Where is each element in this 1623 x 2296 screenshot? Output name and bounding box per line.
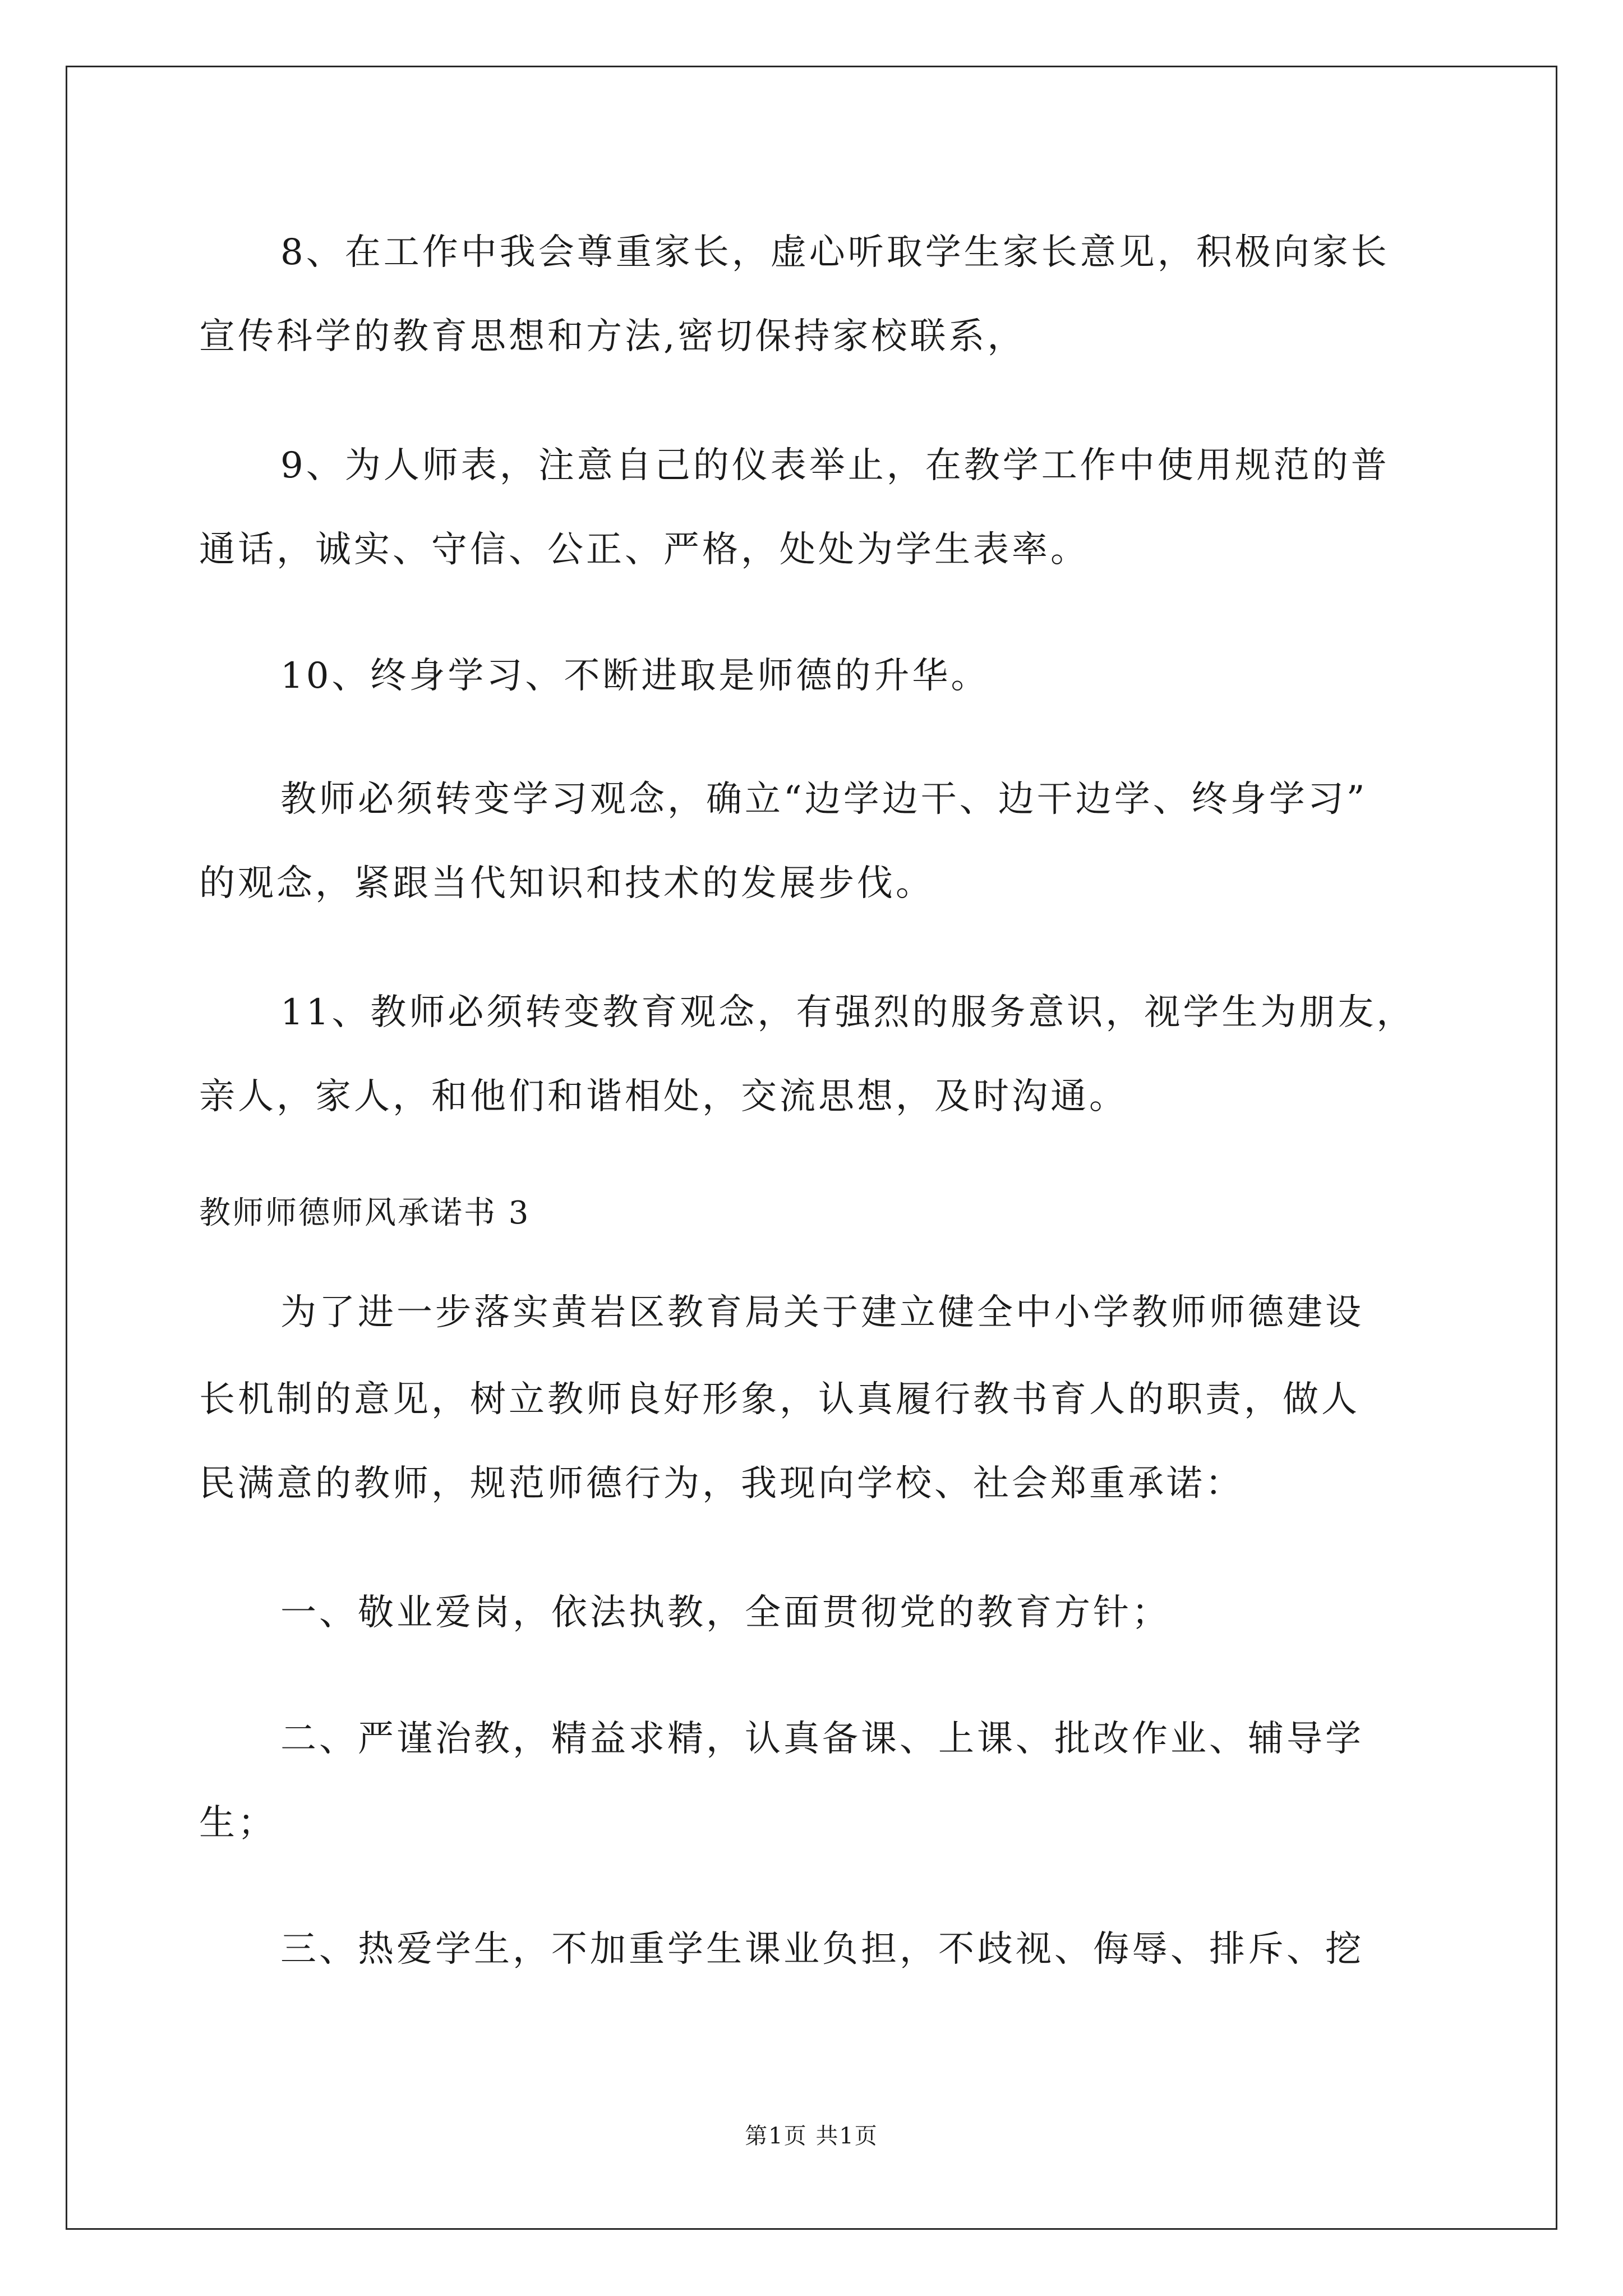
paragraph-line: 民满意的教师，规范师德行为，我现向学校、社会郑重承诺： — [199, 1463, 1244, 1504]
paragraph-line: 教师必须转变学习观念，确立“边学边干、边干边学、终身学习” — [280, 779, 1368, 820]
paragraph-line: 10、终身学习、不断进取是师德的升华。 — [280, 655, 990, 697]
page-footer: 第1页 共1页 — [745, 2123, 878, 2149]
paragraph-line: 8、在工作中我会尊重家长，虚心听取学生家长意见，积极向家长 — [280, 232, 1390, 273]
paragraph-line: 二、严谨治教，精益求精，认真备课、上课、批改作业、辅导学 — [280, 1718, 1364, 1760]
paragraph-line: 11、教师必须转变教育观念，有强烈的服务意识，视学生为朋友， — [280, 992, 1415, 1033]
paragraph-line: 长机制的意见，树立教师良好形象，认真履行教书育人的职责，做人 — [199, 1379, 1360, 1420]
paragraph-line: 9、为人师表，注意自己的仪表举止，在教学工作中使用规范的普 — [280, 445, 1390, 486]
paragraph-line: 三、热爱学生，不加重学生课业负担，不歧视、侮辱、排斥、挖 — [280, 1929, 1364, 1970]
paragraph-line: 亲人，家人，和他们和谐相处，交流思想，及时沟通。 — [199, 1076, 1128, 1117]
paragraph-line: 通话，诚实、守信、公正、严格，处处为学生表率。 — [199, 529, 1089, 570]
paragraph-line: 宣传科学的教育思想和方法,密切保持家校联系， — [199, 316, 1026, 357]
paragraph-line: 的观念，紧跟当代知识和技术的发展步伐。 — [199, 863, 934, 904]
paragraph-line: 一、敬业爱岗，依法执教，全面贯彻党的教育方针； — [280, 1592, 1170, 1634]
section-heading: 教师师德师风承诺书 3 — [199, 1195, 531, 1231]
paragraph-line: 为了进一步落实黄岩区教育局关于建立健全中小学教师师德建设 — [280, 1292, 1364, 1333]
paragraph-line: 生； — [199, 1802, 276, 1844]
page-border — [66, 66, 1557, 2230]
